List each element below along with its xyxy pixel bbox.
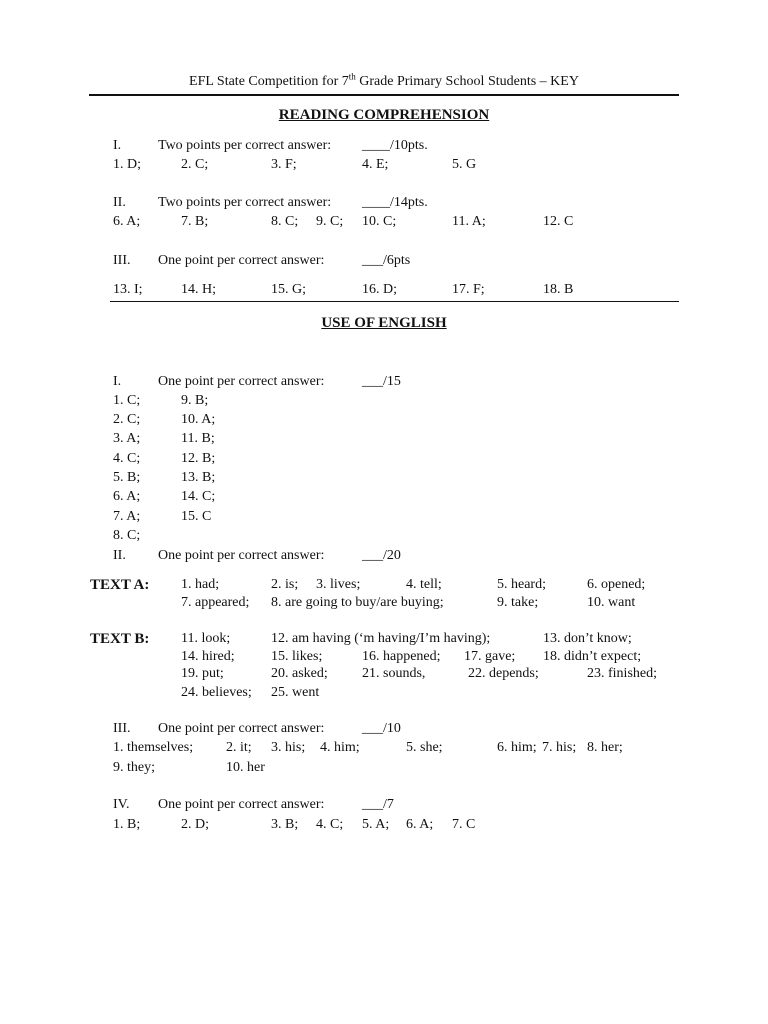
section-score: ___/7 <box>362 797 394 812</box>
answer: 3. B; <box>271 817 299 832</box>
section-score: ___/10 <box>362 721 401 736</box>
section-number: II. <box>113 195 126 210</box>
answer: 16. happened; <box>362 649 441 664</box>
answer: 2. D; <box>181 817 209 832</box>
answer: 13. B; <box>181 470 216 485</box>
answer: 6. A; <box>406 817 434 832</box>
answer: 8. C; <box>113 528 141 543</box>
answer: 5. A; <box>362 817 390 832</box>
answer: 1. C; <box>113 393 141 408</box>
answer: 17. gave; <box>464 649 516 664</box>
header-divider <box>89 94 679 96</box>
answer: 8. are going to buy/are buying; <box>271 595 444 610</box>
answer: 9. they; <box>113 760 155 775</box>
answer: 18. B <box>543 282 574 297</box>
answer: 11. A; <box>452 214 486 229</box>
section-label: Two points per correct answer: <box>158 138 332 153</box>
answer: 9. take; <box>497 595 539 610</box>
answer: 14. H; <box>181 282 216 297</box>
answer: 3. F; <box>271 157 297 172</box>
answer: 6. A; <box>113 489 141 504</box>
answer: 15. C <box>181 509 212 524</box>
section-label: One point per correct answer: <box>158 253 325 268</box>
section-score: ____/14pts. <box>362 195 428 210</box>
answer: 10. C; <box>362 214 397 229</box>
answer: 21. sounds, <box>362 666 426 681</box>
reading-heading: READING COMPREHENSION <box>278 107 490 123</box>
section-label: One point per correct answer: <box>158 797 325 812</box>
answer: 20. asked; <box>271 666 328 681</box>
answer: 25. went <box>271 685 320 700</box>
answer: 9. B; <box>181 393 209 408</box>
answer: 16. D; <box>362 282 397 297</box>
answer: 6. A; <box>113 214 141 229</box>
answer: 23. finished; <box>587 666 657 681</box>
answer: 22. depends; <box>468 666 539 681</box>
section-number: I. <box>113 138 122 153</box>
answer: 9. C; <box>316 214 344 229</box>
text-a-label: TEXT A: <box>90 577 150 593</box>
answer: 6. opened; <box>587 577 646 592</box>
answer: 4. tell; <box>406 577 442 592</box>
answer: 1. B; <box>113 817 141 832</box>
answer: 5. she; <box>406 740 443 755</box>
answer: 15. G; <box>271 282 306 297</box>
section-number: I. <box>113 374 122 389</box>
answer: 11. look; <box>181 631 231 646</box>
answer: 17. F; <box>452 282 485 297</box>
answer: 4. E; <box>362 157 389 172</box>
answer: 10. want <box>587 595 636 610</box>
answer: 2. is; <box>271 577 299 592</box>
answer: 7. B; <box>181 214 209 229</box>
section-score: ___/20 <box>362 548 401 563</box>
section-number: IV. <box>113 797 130 812</box>
section-number: III. <box>113 721 131 736</box>
section-score: ____/10pts. <box>362 138 428 153</box>
answer: 5. G <box>452 157 477 172</box>
answer: 5. B; <box>113 470 141 485</box>
document-title: EFL State Competition for 7th Grade Primary School Students – KEY <box>189 71 579 89</box>
answer: 2. it; <box>226 740 252 755</box>
answer: 4. C; <box>316 817 344 832</box>
section-label: One point per correct answer: <box>158 548 325 563</box>
section-number: II. <box>113 548 126 563</box>
answer: 12. am having (‘m having/I’m having); <box>271 631 491 646</box>
answer: 3. A; <box>113 431 141 446</box>
answer: 5. heard; <box>497 577 546 592</box>
answer: 14. C; <box>181 489 216 504</box>
answer: 7. C <box>452 817 476 832</box>
answer: 24. believes; <box>181 685 252 700</box>
answer: 7. appeared; <box>181 595 250 610</box>
answer: 1. D; <box>113 157 141 172</box>
answer: 1. themselves; <box>113 740 194 755</box>
text-b-label: TEXT B: <box>90 631 150 647</box>
section-divider <box>110 301 679 302</box>
answer: 4. him; <box>320 740 360 755</box>
answer: 13. don’t know; <box>543 631 632 646</box>
english-heading: USE OF ENGLISH <box>321 315 447 331</box>
answer: 12. C <box>543 214 574 229</box>
answer: 2. C; <box>181 157 209 172</box>
answer: 6. him; <box>497 740 537 755</box>
answer: 8. her; <box>587 740 623 755</box>
answer: 8. C; <box>271 214 299 229</box>
answer: 13. I; <box>113 282 143 297</box>
answer: 15. likes; <box>271 649 323 664</box>
answer: 3. his; <box>271 740 306 755</box>
answer: 2. C; <box>113 412 141 427</box>
answer: 10. A; <box>181 412 216 427</box>
answer: 12. B; <box>181 451 216 466</box>
answer: 3. lives; <box>316 577 361 592</box>
answer: 4. C; <box>113 451 141 466</box>
answer: 1. had; <box>181 577 220 592</box>
answer: 11. B; <box>181 431 215 446</box>
answer: 7. his; <box>542 740 577 755</box>
answer: 19. put; <box>181 666 224 681</box>
section-number: III. <box>113 253 131 268</box>
section-score: ___/6pts <box>362 253 411 268</box>
section-score: ___/15 <box>362 374 401 389</box>
section-label: One point per correct answer: <box>158 721 325 736</box>
answer: 18. didn’t expect; <box>543 649 642 664</box>
answer: 7. A; <box>113 509 141 524</box>
section-label: One point per correct answer: <box>158 374 325 389</box>
answer: 10. her <box>226 760 265 775</box>
section-label: Two points per correct answer: <box>158 195 332 210</box>
answer: 14. hired; <box>181 649 235 664</box>
